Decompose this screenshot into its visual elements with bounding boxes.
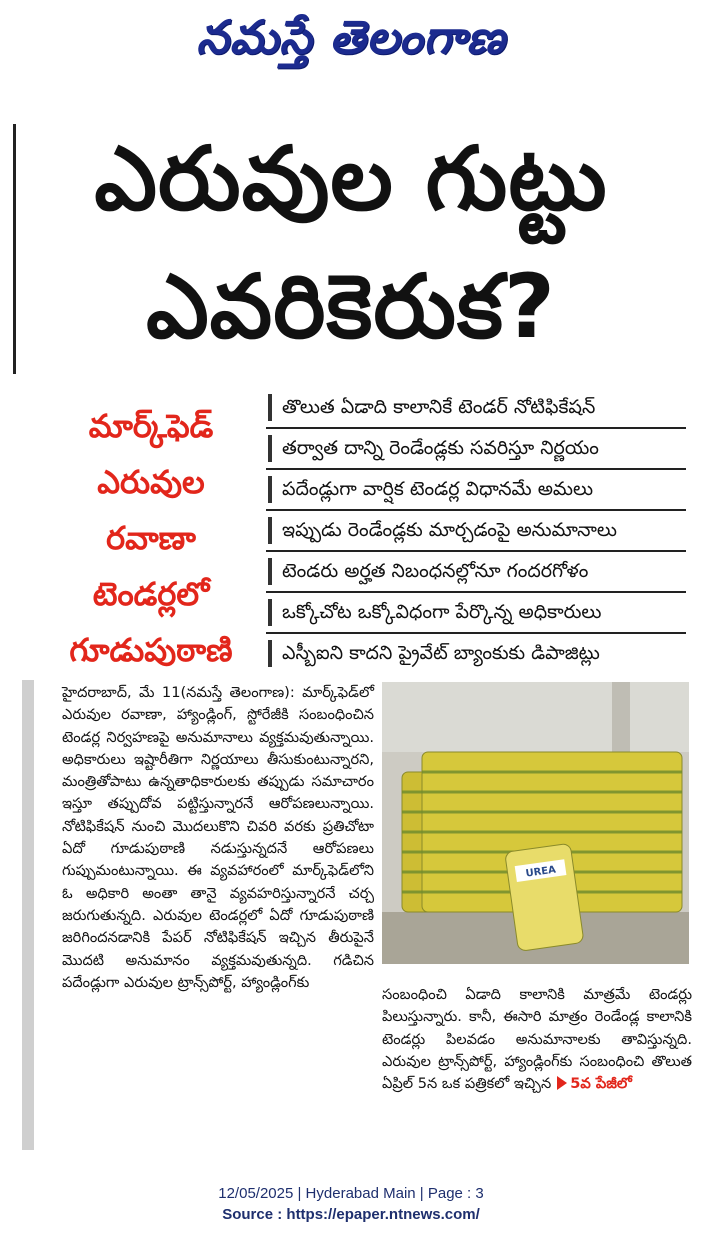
highlight-points	[266, 388, 686, 673]
fertilizer-bags-photo	[382, 682, 689, 964]
highlight-point	[266, 593, 686, 634]
headline-line-2: ఎవరికెరుక?	[146, 255, 556, 358]
subhead-line: టెండర్లలో	[92, 575, 210, 613]
bullet-bar	[268, 476, 272, 503]
highlight-point	[266, 429, 686, 470]
bullet-bar	[268, 640, 272, 667]
article-column-right	[382, 984, 692, 1095]
subheadline	[52, 398, 250, 678]
highlight-text: ఎస్బీఐని కాదని ప్రైవేట్ బ్యాంకుకు డిపాజిట్లు	[282, 642, 600, 664]
subhead-line: రవాణా	[106, 519, 196, 557]
highlight-point	[266, 552, 686, 593]
highlight-text: తొలుత ఏడాది కాలానికే టెండర్ నోటిఫికేషన్	[282, 396, 596, 418]
footer-edition-info: 12/05/2025 | Hyderabad Main | Page : 3	[218, 1185, 484, 1202]
highlight-text: తర్వాత దాన్ని రెండేండ్లకు సవరిస్తూ నిర్ణయం	[282, 437, 599, 459]
highlight-point	[266, 634, 686, 673]
continued-label: 5వ పేజీలో	[570, 1075, 632, 1093]
newspaper-masthead: నమస్తే తెలంగాణ	[196, 10, 506, 64]
highlight-text: ఒక్కోచోట ఒక్కోవిధంగా పేర్కొన్న అధికారులు	[282, 601, 602, 623]
headline-line-1: ఎరువుల గుట్టు	[94, 127, 608, 230]
continued-link[interactable]	[557, 1073, 632, 1095]
subhead-line: ఎరువుల	[97, 463, 205, 501]
column-rule	[22, 680, 34, 1150]
bullet-bar	[268, 599, 272, 626]
article-text-right	[382, 984, 692, 1095]
bullet-bar	[268, 394, 272, 421]
highlight-point	[266, 511, 686, 552]
article-text-left: హైదరాబాద్, మే 11(నమస్తే తెలంగాణ): మార్క్‌ఫెడ్‌లో ఎరువుల రవాణా, హ్యాండ్లింగ్, స్టోరేజీకి సంబంధించిన టెండర్ల నిర్వహణపై అనుమానాలు వ్యక్తమవుతున్నాయి. అధికారులు ఇష్టారీతిగా నిర్ణయాలు తీసుకుంటున్నారని, మంత్రితోపాటు ఉన్నతాధికారులకు తప్పుడు సమాచారం ఇస్తూ తప్పుదోవ పట్టిస్తున్నారనే ఆరోపణలున్నాయి. నోటిఫికేషన్ నుంచి మొదలుకొని చివరి వరకు ప్రతిచోటా ఏదో గూడుపుఠాణి నడుస్తున్నదనే ఆరోపణలు గుప్పుమంటున్నాయి. ఈ వ్యవహారంలో మార్క్‌ఫెడ్‌లోని ఓ అధికారి అంతా తానై వ్యవహరిస్తున్నారనే చర్చ జరుగుతున్నది. ఎరువుల టెండర్లలో ఏదో గూడుపుఠాణి జరిగిందనడానికి పేపర్ నోటిఫికేషన్ ఇచ్చిన తీరుపైనే మొదటి అనుమానం వ్యక్తమవుతున్నది. గడిచిన పదేండ్లుగా ఎరువుల ట్రాన్స్‌పోర్ట్, హ్యాండ్లింగ్‌కు	[62, 684, 374, 991]
footer-source: Source : https://epaper.ntnews.com/	[222, 1206, 480, 1223]
highlight-point	[266, 470, 686, 511]
highlight-point	[266, 388, 686, 429]
bullet-bar	[268, 517, 272, 544]
article-text-right-body: సంబంధించి ఏడాది కాలానికి మాత్రమే టెండర్లు పిలుస్తున్నారు. కానీ, ఈసారి మాత్రం రెండేండ్ల కాలానికి టెండర్లు పిలవడం అనుమానాలకు తావిస్తున్నది. ఎరువుల ట్రాన్స్‌పోర్ట్, హ్యాండ్లింగ్‌కు సంబంధించి తొలుత ఏప్రిల్ 5న ఒక పత్రికలో ఇచ్చిన	[382, 986, 692, 1093]
bag-label: UREA	[524, 864, 557, 880]
bullet-bar	[268, 558, 272, 585]
subhead-line: మార్క్‌ఫెడ్	[88, 407, 214, 445]
highlight-text: టెండరు అర్హత నిబంధనల్లోనూ గందరగోళం	[282, 560, 589, 582]
subhead-line: గూడుపుఠాణి	[69, 631, 233, 669]
highlight-text: పదేండ్లుగా వార్షిక టెండర్ల విధానమే అమలు	[282, 478, 594, 500]
highlight-text: ఇప్పుడు రెండేండ్లకు మార్చడంపై అనుమానాలు	[282, 519, 617, 541]
article-column-left	[62, 682, 374, 994]
arrow-right-icon	[557, 1076, 567, 1090]
bullet-bar	[268, 435, 272, 462]
headline-rule	[13, 124, 16, 374]
